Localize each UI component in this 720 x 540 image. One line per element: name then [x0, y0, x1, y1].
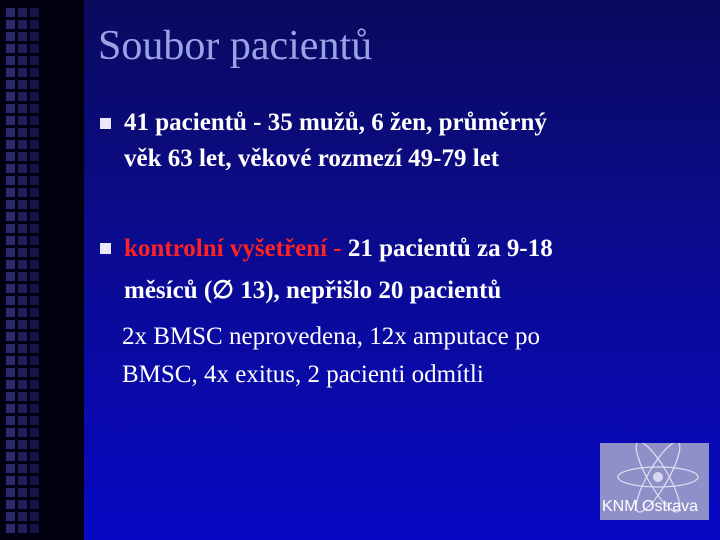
decor-square [6, 404, 15, 413]
decor-square [6, 164, 15, 173]
decor-square [6, 344, 15, 353]
decor-square [18, 440, 27, 449]
decor-square [18, 80, 27, 89]
decor-square [6, 284, 15, 293]
decor-square [18, 416, 27, 425]
decor-square [30, 176, 39, 185]
logo-text: KNM Ostrava [602, 498, 699, 515]
decor-square [18, 212, 27, 221]
decor-square [30, 224, 39, 233]
decor-square [18, 380, 27, 389]
decor-square [6, 356, 15, 365]
decor-square [18, 464, 27, 473]
decor-square [30, 320, 39, 329]
decor-square [30, 188, 39, 197]
decor-square [30, 20, 39, 29]
decor-square [18, 476, 27, 485]
decor-square [30, 296, 39, 305]
decor-square [30, 500, 39, 509]
decor-square [30, 248, 39, 257]
decor-square [18, 404, 27, 413]
decor-square [18, 56, 27, 65]
decor-square [30, 428, 39, 437]
decor-square [6, 308, 15, 317]
decor-square [6, 200, 15, 209]
decor-square [30, 452, 39, 461]
bullet-2-red-text: kontrolní vyšetření - [124, 235, 342, 262]
decor-square [30, 356, 39, 365]
decor-square [6, 452, 15, 461]
decor-square [6, 260, 15, 269]
decor-square [30, 464, 39, 473]
left-decorative-strip [0, 0, 84, 540]
decor-square [18, 8, 27, 17]
decor-square [6, 512, 15, 521]
decor-square [6, 320, 15, 329]
decor-square [6, 296, 15, 305]
decor-square [6, 500, 15, 509]
decor-square [6, 332, 15, 341]
decor-square [18, 488, 27, 497]
decor-square [18, 392, 27, 401]
decor-square [30, 416, 39, 425]
decor-square [30, 92, 39, 101]
decor-square [6, 248, 15, 257]
square-column-2 [18, 0, 28, 540]
decor-square [6, 476, 15, 485]
decor-square [18, 224, 27, 233]
decor-square [18, 68, 27, 77]
decor-square [6, 440, 15, 449]
decor-square [30, 308, 39, 317]
decor-square [6, 20, 15, 29]
decor-square [30, 260, 39, 269]
decor-square [30, 488, 39, 497]
decor-square [6, 128, 15, 137]
decor-square [30, 200, 39, 209]
decor-square [30, 476, 39, 485]
decor-square [30, 116, 39, 125]
decor-square [18, 260, 27, 269]
decor-square [30, 512, 39, 521]
decor-square [18, 452, 27, 461]
bullet-1-line-1: 41 pacientů - 35 mužů, 6 žen, průměrný [124, 109, 547, 136]
decor-square [6, 68, 15, 77]
decor-square [18, 368, 27, 377]
decor-square [30, 152, 39, 161]
decor-square [18, 332, 27, 341]
decor-square [18, 92, 27, 101]
decor-square [30, 392, 39, 401]
bullet-marker-2 [100, 243, 111, 254]
decor-square [18, 524, 27, 533]
decor-square [6, 8, 15, 17]
decor-square [18, 356, 27, 365]
decor-square [30, 32, 39, 41]
decor-square [6, 236, 15, 245]
bullet-2-white-text: 21 pacientů za 9-18 [341, 235, 553, 262]
decor-square [18, 320, 27, 329]
decor-square [30, 164, 39, 173]
decor-square [18, 248, 27, 257]
decor-square [30, 344, 39, 353]
decor-square [18, 152, 27, 161]
decor-square [6, 116, 15, 125]
decor-square [6, 92, 15, 101]
decor-square [30, 104, 39, 113]
decor-square [6, 428, 15, 437]
decor-square [18, 188, 27, 197]
decor-square [6, 416, 15, 425]
decor-square [18, 116, 27, 125]
decor-square [30, 80, 39, 89]
decor-square [6, 176, 15, 185]
decor-square [30, 68, 39, 77]
decor-square [18, 140, 27, 149]
decor-square [18, 200, 27, 209]
bullet-1-line-2: věk 63 let, věkové rozmezí 49-79 let [124, 145, 500, 172]
bullet-2-line-1 [124, 232, 553, 266]
decor-square [6, 212, 15, 221]
decor-square [30, 380, 39, 389]
decor-square [6, 44, 15, 53]
decor-square [18, 164, 27, 173]
decor-square [6, 488, 15, 497]
decor-square [30, 140, 39, 149]
decor-square [18, 308, 27, 317]
decor-square [18, 104, 27, 113]
decor-square [6, 380, 15, 389]
decor-square [6, 464, 15, 473]
slide-title: Soubor pacientů [98, 23, 373, 69]
decor-square [6, 392, 15, 401]
bullet-marker-1 [100, 118, 111, 129]
decor-square [18, 296, 27, 305]
decor-square [30, 212, 39, 221]
plain-text-line-1: 2x BMSC neprovedena, 12x amputace po [122, 323, 540, 350]
decor-square [6, 224, 15, 233]
decor-square [30, 56, 39, 65]
decor-square [30, 128, 39, 137]
decor-square [18, 272, 27, 281]
decor-square [18, 32, 27, 41]
decor-square [6, 80, 15, 89]
decor-square [18, 44, 27, 53]
decor-square [6, 188, 15, 197]
square-column-1 [6, 0, 16, 540]
decor-square [30, 524, 39, 533]
decor-square [30, 440, 39, 449]
decor-square [18, 512, 27, 521]
decor-square [18, 428, 27, 437]
decor-square [18, 128, 27, 137]
square-column-3 [30, 0, 40, 540]
decor-square [30, 404, 39, 413]
decor-square [18, 344, 27, 353]
decor-square [6, 524, 15, 533]
decor-square [18, 20, 27, 29]
decor-square [6, 32, 15, 41]
decor-square [6, 368, 15, 377]
decor-square [30, 44, 39, 53]
decor-square [18, 236, 27, 245]
plain-text-line-2: BMSC, 4x exitus, 2 pacienti odmítli [122, 361, 484, 388]
decor-square [18, 500, 27, 509]
decor-square [6, 152, 15, 161]
knm-ostrava-logo [600, 443, 709, 520]
decor-square [30, 368, 39, 377]
decor-square [18, 176, 27, 185]
decor-square [30, 8, 39, 17]
bullet-2-line-2: měsíců (∅ 13), nepřišlo 20 pacientů [124, 277, 502, 304]
decor-square [6, 56, 15, 65]
decor-square [30, 272, 39, 281]
decor-square [6, 104, 15, 113]
decor-square [6, 272, 15, 281]
decor-square [6, 140, 15, 149]
decor-square [30, 332, 39, 341]
decor-square [30, 236, 39, 245]
decor-square [30, 284, 39, 293]
decor-square [18, 284, 27, 293]
